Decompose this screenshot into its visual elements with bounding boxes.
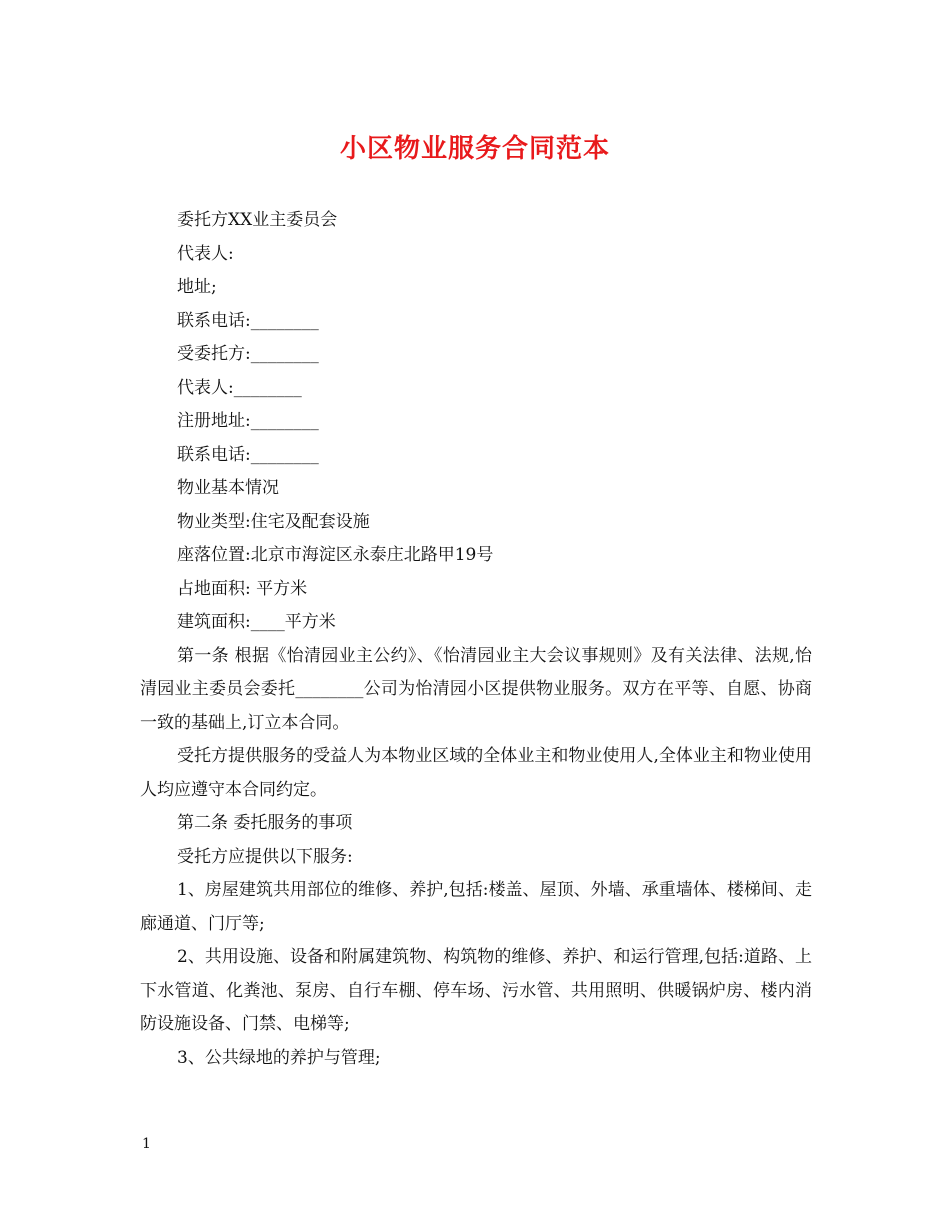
service-item-3: 3、公共绿地的养护与管理; <box>177 1047 381 1068</box>
article-2-heading: 第二条 委托服务的事项 <box>177 813 353 833</box>
client-line: 委托方XX业主委员会 <box>177 210 338 230</box>
page-number: 1 <box>142 1136 151 1152</box>
property-location-line: 座落位置:北京市海淀区永泰庄北路甲19号 <box>177 545 494 565</box>
trustee-phone-line: 联系电话:________ <box>177 444 319 465</box>
trustee-address-line: 注册地址:________ <box>177 411 319 431</box>
client-representative-line: 代表人: <box>177 243 234 264</box>
services-intro-paragraph: 受托方应提供以下服务: <box>177 846 353 867</box>
trustee-line: 受委托方:________ <box>177 344 319 364</box>
document-body <box>140 204 812 1075</box>
property-heading: 物业基本情况 <box>177 478 279 498</box>
beneficiaries-paragraph: 受托方提供服务的受益人为本物业区域的全体业主和物业使用人,全体业主和物业使用人均应遵守本合同约定。 <box>140 746 812 800</box>
property-type-line: 物业类型:住宅及配套设施 <box>177 511 370 532</box>
client-phone-line: 联系电话:________ <box>177 310 319 331</box>
client-address-line: 地址; <box>177 277 217 297</box>
trustee-representative-line: 代表人:________ <box>177 377 302 398</box>
building-area-line: 建筑面积:____平方米 <box>177 612 336 632</box>
document-title: 小区物业服务合同范本 <box>339 134 610 164</box>
article-1-paragraph: 第一条 根据《怡清园业主公约》、《怡清园业主大会议事规则》及有关法律、法规,怡清园业主委员会委托________公司为怡清园小区提供物业服务。双方在平等、自愿、协商一致的基础上,订立本合同。 <box>140 645 812 733</box>
service-item-1: 1、房屋建筑共用部位的维修、养护,包括:楼盖、屋顶、外墙、承重墙体、楼梯间、走廊通道、门厅等; <box>140 880 812 934</box>
land-area-line: 占地面积: 平方米 <box>177 578 308 599</box>
service-item-2: 2、共用设施、设备和附属建筑物、构筑物的维修、养护、和运行管理,包括:道路、上下水管道、化粪池、泵房、自行车棚、停车场、污水管、共用照明、供暖锅炉房、楼内消防设施设备、门禁、电梯等; <box>140 947 812 1034</box>
